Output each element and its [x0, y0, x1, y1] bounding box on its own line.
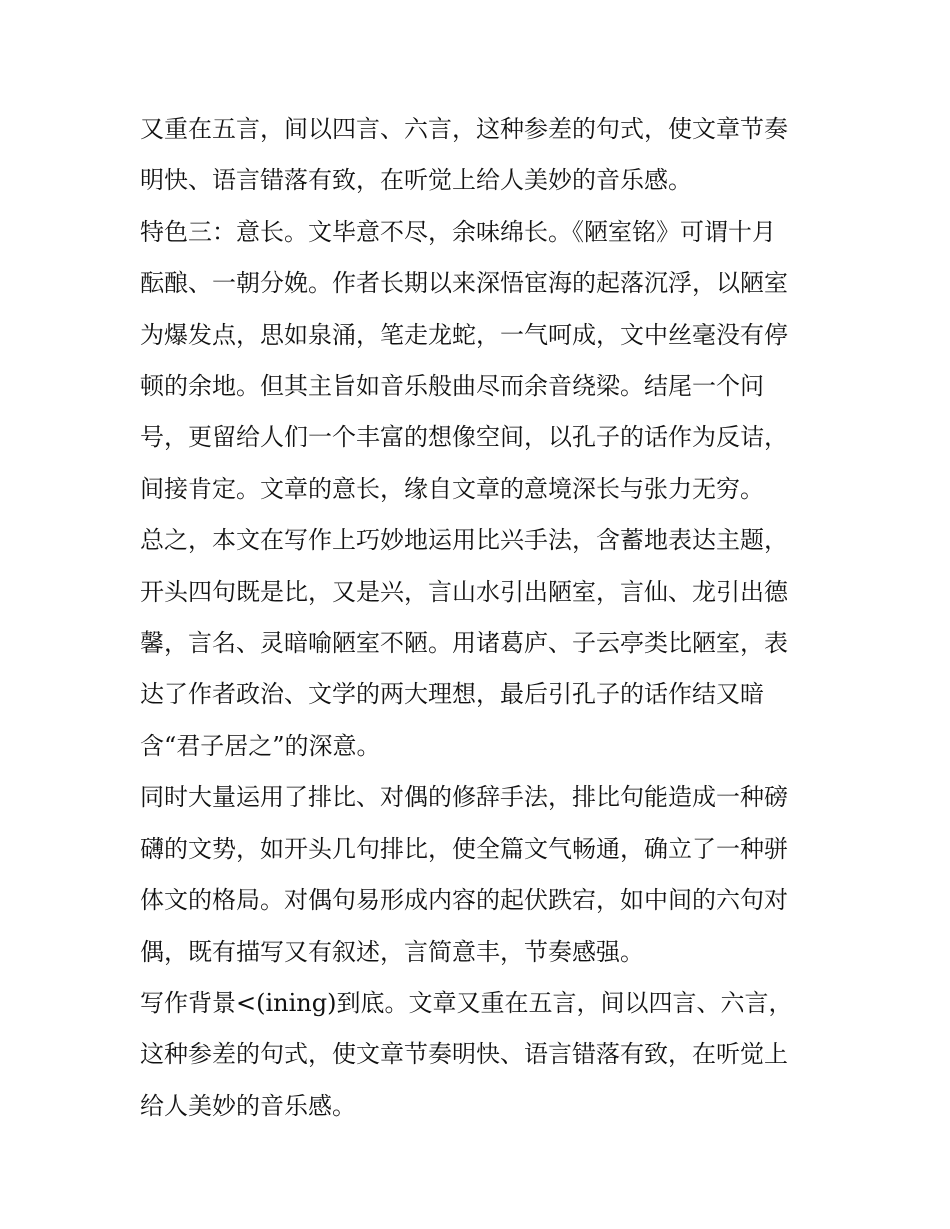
text-line: 顿的余地。但其主旨如音乐般曲尽而余音绕梁。结尾一个问 — [140, 372, 764, 401]
text-line: 又重在五言，间以四言、六言，这种参差的句式，使文章节奏 — [140, 115, 788, 143]
text-line: 偶，既有描写又有叙述，言简意丰，节奏感强。 — [140, 937, 644, 966]
paragraph-5 — [140, 978, 830, 1132]
text-line: 写作背景<(ining)到底。文章又重在五言，间以四言、六言， — [140, 988, 793, 1017]
paragraph-3 — [140, 515, 830, 772]
text-line: 总之，本文在写作上巧妙地运用比兴手法，含蓄地表达主题， — [140, 526, 788, 555]
text-line: 明快、语言错落有致，在听觉上给人美妙的音乐感。 — [140, 166, 692, 195]
text-line: 号，更留给人们一个丰富的想像空间，以孔子的话作为反诘， — [140, 423, 788, 452]
document-body — [140, 104, 830, 1132]
text-line: 礴的文势，如开头几句排比，使全篇文气畅通，确立了一种骈 — [140, 834, 788, 863]
text-line: 开头四句既是比，又是兴，言山水引出陋室，言仙、龙引出德 — [140, 577, 788, 606]
text-line: 特色三：意长。文毕意不尽，余味绵长。《陋室铭》可谓十月 — [140, 217, 776, 246]
text-line: 这种参差的句式，使文章节奏明快、语言错落有致，在听觉上 — [140, 1040, 788, 1069]
text-line: 达了作者政治、文学的两大理想，最后引孔子的话作结又暗 — [140, 680, 764, 709]
text-line: 为爆发点，思如泉涌，笔走龙蛇，一气呵成，文中丝毫没有停 — [140, 320, 788, 349]
text-line: 含“君子居之”的深意。 — [140, 731, 381, 760]
text-line: 给人美妙的音乐感。 — [140, 1091, 356, 1120]
text-line: 体文的格局。对偶句易形成内容的起伏跌宕，如中间的六句对 — [140, 886, 788, 915]
text-line: 间接肯定。文章的意长，缘自文章的意境深长与张力无穷。 — [140, 474, 764, 503]
paragraph-1 — [140, 104, 830, 207]
text-line: 同时大量运用了排比、对偶的修辞手法，排比句能造成一种磅 — [140, 783, 788, 812]
text-line: 酝酿、一朝分娩。作者长期以来深悟宦海的起落沉浮，以陋室 — [140, 269, 788, 298]
paragraph-2 — [140, 207, 830, 515]
text-line: 馨，言名、灵暗喻陋室不陋。用诸葛庐、子云亭类比陋室，表 — [140, 629, 788, 658]
paragraph-4 — [140, 772, 830, 978]
